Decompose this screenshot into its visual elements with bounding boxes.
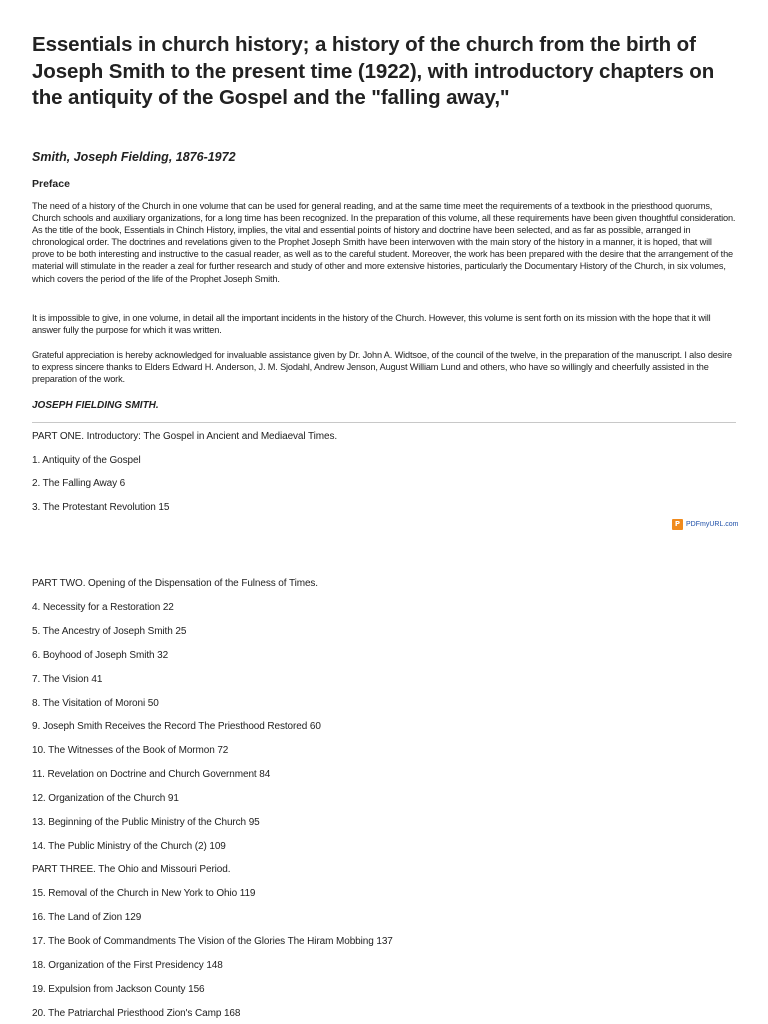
toc-entry: 6. Boyhood of Joseph Smith 32 (32, 650, 169, 661)
preface-paragraph-2: It is impossible to give, in one volume, in detail all the important incidents in the history of the Church. However, this volume is sent forth on its mission with the hope that it will answer fully the purpose for which it was written. (32, 313, 711, 336)
toc-entry: 20. The Patriarchal Priesthood Zion's Camp 168 (32, 1008, 241, 1019)
toc-entry: 4. Necessity for a Restoration 22 (32, 602, 174, 613)
document-title: Essentials in church history; a history of the church from the birth of Joseph Smith to the present time (1922), with introductory chapters on the antiquity of the Gospel and the "falling away," (32, 33, 715, 109)
toc-entry: 15. Removal of the Church in New York to Ohio 119 (32, 888, 256, 899)
pdfmyurl-link[interactable]: PDFmyURL.com (686, 521, 739, 528)
toc-entry: 5. The Ancestry of Joseph Smith 25 (32, 626, 187, 637)
toc-part-heading: PART TWO. Opening of the Dispensation of the Fulness of Times. (32, 578, 318, 589)
toc-entry: 19. Expulsion from Jackson County 156 (32, 984, 205, 995)
signature: JOSEPH FIELDING SMITH. (32, 400, 159, 411)
toc-entry: 16. The Land of Zion 129 (32, 912, 142, 923)
toc-entry: 9. Joseph Smith Receives the Record The Priesthood Restored 60 (32, 721, 321, 732)
section-divider (32, 422, 736, 423)
preface-paragraph-3: Grateful appreciation is hereby acknowledged for invaluable assistance given by Dr. John A. Widtsoe, of the council of the twelve, in the preparation of the manuscript. I also desire to express sincere thanks to Elders Edward H. Anderson, J. M. Sjodahl, Andrew Jenson, August William Lund and others, who have so willingly and cheerfully assisted in the preparation of the work. (32, 350, 732, 385)
toc-part-heading: PART THREE. The Ohio and Missouri Period. (32, 864, 231, 875)
toc-entry: 12. Organization of the Church 91 (32, 793, 179, 804)
toc-entry: 10. The Witnesses of the Book of Mormon 72 (32, 745, 229, 756)
toc-entry: 2. The Falling Away 6 (32, 478, 126, 489)
author-line: Smith, Joseph Fielding, 1876-1972 (32, 150, 236, 164)
toc-entry: 11. Revelation on Doctrine and Church Government 84 (32, 769, 271, 780)
toc-entry: 14. The Public Ministry of the Church (2) 109 (32, 841, 226, 852)
pdf-logo-icon: P (672, 519, 683, 530)
toc-part-heading: PART ONE. Introductory: The Gospel in Ancient and Mediaeval Times. (32, 431, 338, 442)
pdfmyurl-badge[interactable] (672, 519, 739, 530)
toc-entry: 17. The Book of Commandments The Vision of the Glories The Hiram Mobbing 137 (32, 936, 393, 947)
toc-entry: 18. Organization of the First Presidency 148 (32, 960, 223, 971)
preface-heading: Preface (32, 178, 70, 190)
preface-paragraph-1: The need of a history of the Church in one volume that can be used for general reading, and at the same time meet the requirements of a textbook in the priesthood quorums, Church schools and auxiliary organizations, for a long time has been recognized. In the preparation of this volume, all these requirements have been given thoughtful consideration. As the title of the book, Essentials in Chinch History, implies, the vital and essential points of history and doctrine have been selected, and as far as possible, arranged in chronological order. The doctrines and revelations given to the Prophet Joseph Smith have been interwoven with the main story of the history in a manner, it is hoped, that will prove to be both interesting and instructive to the casual reader, as well as to the careful student. Moreover, the work has been prepared with the desire that the arrangement of the material will stimulate in the reader a zeal for further research and study of other and more extensive histories, particularly the Documentary History of the Church, in six volumes, which covers the period of the life of the Prophet Joseph Smith. (32, 201, 736, 284)
toc-entry: 8. The Visitation of Moroni 50 (32, 698, 159, 709)
toc-entry: 1. Antiquity of the Gospel (32, 455, 141, 466)
toc-entry: 7. The Vision 41 (32, 674, 103, 685)
toc-entry: 3. The Protestant Revolution 15 (32, 502, 170, 513)
toc-entry: 13. Beginning of the Public Ministry of the Church 95 (32, 817, 260, 828)
